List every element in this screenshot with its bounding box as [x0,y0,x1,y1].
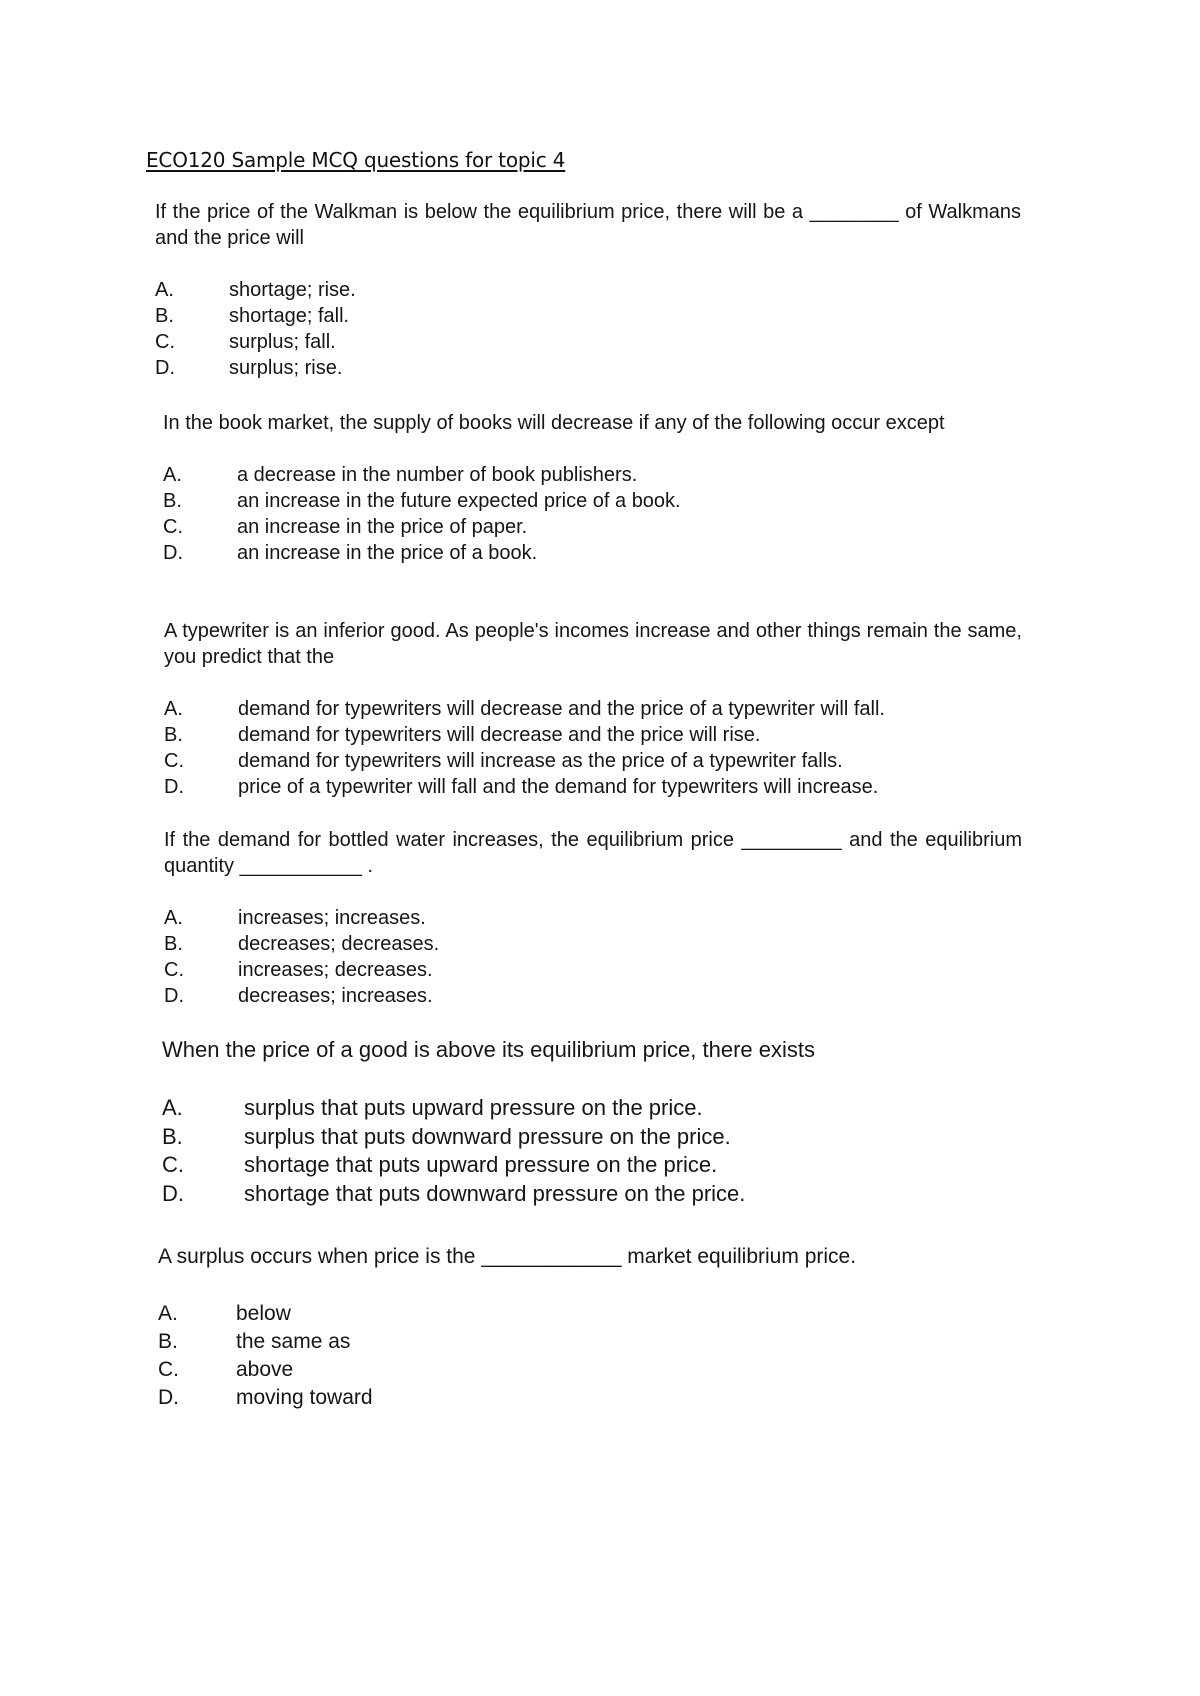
option-letter: B. [164,933,183,955]
option-letter: C. [164,959,184,981]
option-a [164,696,1022,722]
option-text: demand for typewriters will decrease and the price will rise. [238,724,761,746]
document-title: ECO120 Sample MCQ questions for topic 4 [146,148,566,172]
option-d [164,774,1022,800]
option-text: surplus; rise. [229,357,343,379]
option-text: the same as [236,1330,351,1353]
options-list [164,696,1022,800]
option-letter: D. [158,1386,179,1409]
option-c [155,329,1021,355]
option-c [158,1356,1038,1384]
option-d [162,1180,1042,1209]
option-text: an increase in the price of a book. [237,542,538,564]
option-text: shortage that puts upward pressure on the price. [244,1152,718,1177]
option-letter: A. [162,1095,183,1120]
option-letter: D. [164,776,184,798]
option-letter: B. [155,305,174,327]
option-b [162,1123,1042,1152]
option-c [164,748,1022,774]
option-text: increases; increases. [238,907,426,929]
option-text: a decrease in the number of book publishers. [237,464,638,486]
option-b [164,931,1022,957]
option-text: surplus that puts upward pressure on the price. [244,1095,703,1120]
question-2 [163,410,1021,566]
option-b [164,722,1022,748]
option-letter: A. [163,464,182,486]
question-stem: If the price of the Walkman is below the equilibrium price, there will be a ________ of Walkmans and the price will [155,201,1021,249]
option-text: demand for typewriters will increase as the price of a typewriter falls. [238,750,843,772]
option-text: below [236,1302,291,1325]
option-text: shortage; rise. [229,279,356,301]
options-list [164,905,1022,1009]
option-letter: D. [164,985,184,1007]
question-stem: A typewriter is an inferior good. As people's incomes increase and other things remain the same, you predict that the [164,620,1022,668]
option-letter: C. [158,1358,179,1381]
question-4 [164,827,1022,1009]
option-c [164,957,1022,983]
question-stem: In the book market, the supply of books will decrease if any of the following occur except [163,412,945,434]
option-text: decreases; increases. [238,985,433,1007]
option-a [158,1300,1038,1328]
option-letter: A. [164,698,183,720]
question-1 [155,199,1021,381]
option-text: price of a typewriter will fall and the demand for typewriters will increase. [238,776,879,798]
option-letter: C. [155,331,175,353]
option-b [158,1328,1038,1356]
question-stem: When the price of a good is above its equilibrium price, there exists [162,1037,815,1062]
option-text: moving toward [236,1386,373,1409]
option-letter: D. [162,1180,184,1206]
option-text: an increase in the price of paper. [237,516,528,538]
option-letter: D. [163,542,183,564]
option-letter: C. [162,1152,184,1177]
option-text: surplus that puts downward pressure on the price. [244,1123,731,1149]
option-a [155,277,1021,303]
option-letter: A. [164,907,183,929]
options-list [163,462,1021,566]
option-letter: A. [158,1302,178,1325]
option-a [164,905,1022,931]
question-stem: If the demand for bottled water increases, the equilibrium price _________ and the equilibrium quantity ___________ . [164,829,1022,877]
option-text: an increase in the future expected price of a book. [237,490,681,512]
option-a [162,1094,1042,1123]
question-6 [158,1243,1038,1412]
option-text: decreases; decreases. [238,933,440,955]
option-c [163,514,1021,540]
question-3 [164,618,1022,800]
option-d [163,540,1021,566]
option-text: shortage; fall. [229,305,350,327]
question-stem: A surplus occurs when price is the ____________ market equilibrium price. [158,1245,857,1268]
options-list [158,1300,1038,1412]
option-d [158,1384,1038,1412]
option-letter: C. [164,750,184,772]
option-letter: B. [162,1123,183,1149]
option-text: surplus; fall. [229,331,336,353]
option-letter: D. [155,357,175,379]
options-list [155,277,1021,381]
question-5 [162,1036,1042,1208]
option-b [163,488,1021,514]
option-d [164,983,1022,1009]
option-letter: A. [155,279,174,301]
option-letter: B. [158,1330,178,1353]
option-a [163,462,1021,488]
option-c [162,1151,1042,1180]
option-letter: B. [164,724,183,746]
options-list [162,1094,1042,1208]
option-b [155,303,1021,329]
option-text: above [236,1358,294,1381]
option-text: shortage that puts downward pressure on the price. [244,1180,746,1206]
option-letter: C. [163,516,183,538]
option-text: demand for typewriters will decrease and the price of a typewriter will fall. [238,698,885,720]
option-d [155,355,1021,381]
option-text: increases; decreases. [238,959,433,981]
option-letter: B. [163,490,182,512]
